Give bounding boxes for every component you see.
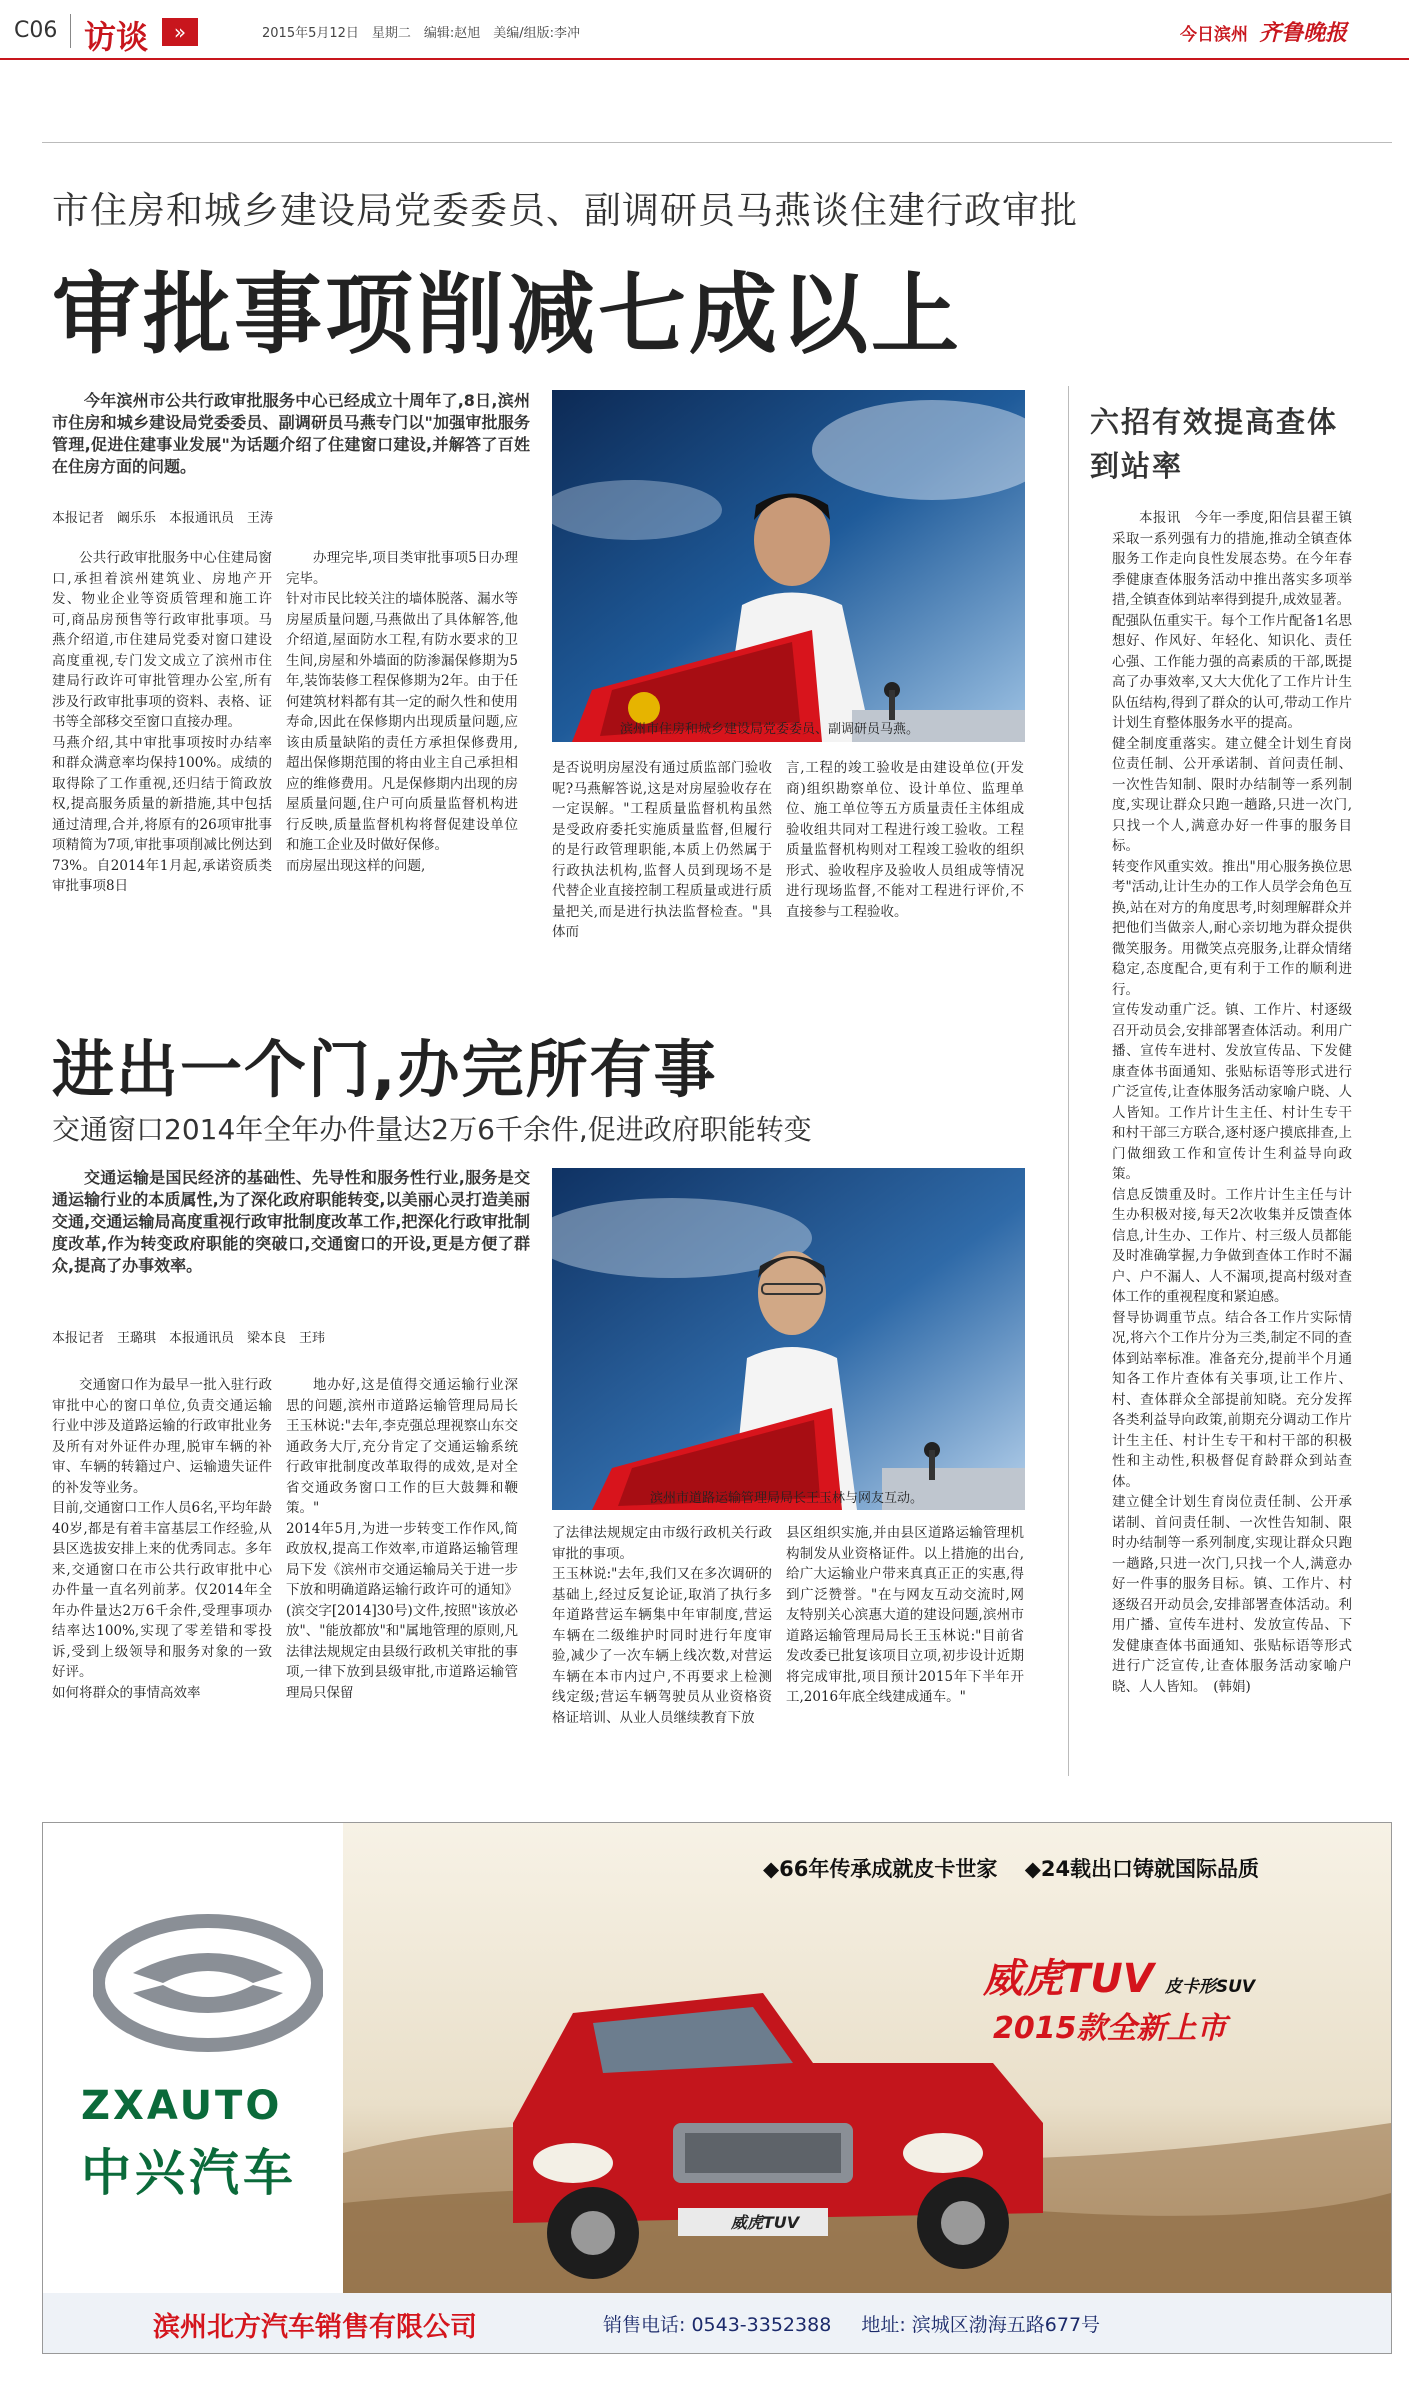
article1-photo — [552, 390, 1025, 742]
sidebar-body — [1112, 508, 1352, 1770]
lead-text: 今年滨州市公共行政审批服务中心已经成立十周年了,8日,滨州市住房和城乡建设局党委委员、副调研员马燕专门以"加强审批服务管理,促进住建事业发展"为话题介绍了住建窗口建设,并解答了百姓在住房方面的问题。 — [52, 391, 530, 476]
article1-headline: 审批事项削减七成以上 — [52, 263, 963, 366]
header-divider — [70, 14, 71, 48]
ad-slogan-2: ◆24载出口铸就国际品质 — [1024, 1857, 1260, 1881]
ad-footer — [43, 2293, 1391, 2353]
ad-contact — [603, 2310, 1100, 2337]
sidebar-title: 六招有效提高查体到站率 — [1090, 405, 1339, 483]
ad-phone: 0543-3352388 — [691, 2314, 832, 2336]
article-text: 了法律法规规定由市级行政机关行政审批的事项。 王玉林说:"去年,我们又在多次调研的基础上,经过反复论证,取消了执行多年道路营运车辆集中年审制度,营运车辆在二级维护时同时进行年度审验,减少了一次车辆上线次数,对营运车辆在本市内过户,不再要求上检测线定级;营运车辆驾驶员从业资格资格证培训、从业人员继续教育下放 — [552, 1525, 772, 1726]
interview-photo-illustration — [552, 390, 1025, 742]
article1-col3 — [552, 758, 772, 968]
article2-photo-caption: 滨州市道路运输管理局局长王玉林与网友互动。 — [650, 1491, 924, 1506]
article1-kicker: 市住房和城乡建设局党委委员、副调研员马燕谈住建行政审批 — [52, 189, 1078, 232]
ad-license-plate: 威虎TUV — [730, 2213, 800, 2232]
ad-slogan-1: ◆66年传承成就皮卡世家 — [763, 1857, 998, 1881]
article1-col4 — [786, 758, 1024, 968]
article-text: 公共行政审批服务中心住建局窗口,承担着滨州建筑业、房地产开发、物业企业等资质管理和施工许可,商品房预售等行政审批事项。马燕介绍道,市住建局党委对窗口建设高度重视,专门发文成立了滨州市住建局行政许可审批管理办公室,所有涉及行政审批事项的资料、表格、证书等全部移交至窗口直接办理。 马燕介绍,其中审批事项按时办结率和群众满意率均保持100%。成绩的取得除了工作重视,还归结于简政放权,提高服务质量的新措施,其中包括通过清理,合并,将原有的26项审批事项精简为7项,审批事项削减比例达到73%。自2014年1月起,承诺资质类审批事项8日 — [52, 550, 272, 894]
ad-slogans — [763, 1853, 1259, 1883]
article1-photo-caption: 滨州市住房和城乡建设局党委委员、副调研员马燕。 — [620, 722, 920, 737]
brand-name: 齐鲁晚报 — [1259, 20, 1348, 46]
article2-subhead: 交通窗口2014年全年办件量达2万6千余件,促进政府职能转变 — [52, 1113, 812, 1146]
top-rule — [42, 142, 1392, 143]
article2-col3 — [552, 1523, 772, 1773]
section-title: 访谈 — [84, 18, 149, 56]
article-text: 办理完毕,项目类审批事项5日办理完毕。 针对市民比较关注的墙体脱落、漏水等房屋质量问题,马燕做出了具体解答,他介绍道,屋面防水工程,有防水要求的卫生间,房屋和外墙面的防渗漏保修期为5年,装饰装修工程保修期为2年。由于任何建筑材料都有其一定的耐久性和使用寿命,因此在保修期内出现质量问题,应该由质量缺陷的责任方承担保修费用,超出保修期范围的将由业主自己承担相应的维修费用。凡是保修期内出现的房屋质量问题,住户可向质量监督机构进行反映,质量监督机构将督促建设单位和施工企业及时做好保修。 而房屋出现这样的问题, — [286, 550, 518, 874]
ad-phone-label: 销售电话: — [603, 2314, 686, 2336]
article2-byline: 本报记者 王璐琪 本报通讯员 梁本良 王玮 — [52, 1331, 326, 1346]
zxauto-logo-icon — [93, 1913, 323, 2053]
issue-meta: 2015年5月12日 星期二 编辑:赵旭 美编/组版:李冲 — [262, 26, 581, 41]
article1-lead — [52, 390, 530, 478]
article-text: 地办好,这是值得交通运输行业深思的问题,滨州市道路运输管理局局长王玉林说:"去年,李克强总理视察山东交通政务大厅,充分肯定了交通运输系统行政审批制度改革取得的成效,是对全省交通政务窗口工作的巨大鼓舞和鞭策。" 2014年5月,为进一步转变工作作风,简政放权,提高工作效率,市道路运输管理局下发《滨州市交通运输局关于进一步下放和明确道路运输行政许可的通知》(滨交字[2014]30号)文件,按照"该放必放"、"能放都放"和"属地管理的原则,凡法律法规规定由县级行政机关审批的事项,一律下放到县级审批,市道路运输管理局只保留 — [286, 1377, 518, 1701]
advertisement — [42, 1822, 1392, 2354]
article-text: 言,工程的竣工验收是由建设单位(开发商)组织勘察单位、设计单位、监理单位、施工单位等五方质量责任主体组成验收组共同对工程进行竣工验收。工程质量监督机构则对工程竣工验收的组织形式、验收程序及验收人员组成等情况进行现场监督,不能对工程进行评价,不直接参与工程验收。 — [786, 760, 1024, 920]
sidebar-divider — [1068, 386, 1069, 1776]
ad-logo-en: ZXAUTO — [81, 2083, 283, 2129]
article2-lead — [52, 1167, 530, 1277]
ad-model-tagline: 2015款全新上市 — [993, 2011, 1227, 2046]
ad-address-label: 地址: — [861, 2314, 906, 2336]
brand-prefix: 今日滨州 — [1180, 25, 1248, 45]
article-text: 县区组织实施,并由县区道路运输管理机构制发从业资格证件。以上措施的出台,给广大运输业户带来真真正正的实惠,得到广泛赞誉。"在与网友互动交流时,网友特别关心滨惠大道的建设问题,滨州市道路运输管理局局长王玉林说:"目前省发改委已批复该项目立项,初步设计近期将完成审批,项目预计2015年下半年开工,2016年底全线建成通车。" — [786, 1525, 1024, 1705]
article-text: 是否说明房屋没有通过质监部门验收呢?马燕解答说,这是对房屋验收存在一定误解。"工程质量监督机构虽然是受政府委托实施质量监督,但履行的是行政管理职能,本质上仍然属于行政执法机构,监督人员到现场不是代替企业直接控制工程质量或进行质量把关,而是进行执法监督检查。"具体而 — [552, 760, 772, 940]
interview-photo-illustration — [552, 1168, 1025, 1510]
ad-model-name: 威虎TUV — [983, 1956, 1154, 2002]
lead-text: 交通运输是国民经济的基础性、先导性和服务性行业,服务是交通运输行业的本质属性,为了深化政府职能转变,以美丽心灵打造美丽交通,交通运输局高度重视行政审批制度改革工作,把深化行政审批制度改革,作为转变政府职能的突破口,交通窗口的开设,更是方便了群众,提高了办事效率。 — [52, 1168, 530, 1275]
article1-col2 — [286, 548, 518, 968]
article2-col4 — [786, 1523, 1024, 1773]
article-text: 交通窗口作为最早一批入驻行政审批中心的窗口单位,负责交通运输行业中涉及道路运输的行政审批业务及所有对外证件办理,脱审车辆的补审、车辆的转籍过户、运输遗失证件的补发等业务。 目前,交通窗口工作人员6名,平均年龄40岁,都是有着丰富基层工作经验,从县区选拔安排上来的优秀同志。多年来,交通窗口在市公共行政审批中心办件量一直名列前茅。仅2014年全年办件量达2万6千余件,受理事项办结率达100%,实现了零差错和零投诉,受到上级领导和服务对象的一致好评。 如何将群众的事情高效率 — [52, 1377, 272, 1701]
section-arrow-icon: » — [162, 18, 198, 46]
page-header — [0, 0, 1409, 60]
masthead-brand — [1180, 16, 1347, 47]
ad-dealer-name: 滨州北方汽车销售有限公司 — [153, 2312, 477, 2343]
article1-col1 — [52, 548, 272, 968]
article2-col1 — [52, 1375, 272, 1770]
ad-scenery — [343, 1823, 1391, 2293]
article1-byline: 本报记者 阚乐乐 本报通讯员 王涛 — [52, 511, 274, 526]
ad-scene-illustration — [343, 1823, 1391, 2293]
ad-address: 滨城区渤海五路677号 — [911, 2314, 1101, 2336]
zxauto-emblem — [93, 1913, 323, 2053]
sidebar-text: 本报讯 今年一季度,阳信县翟王镇采取一系列强有力的措施,推动全镇查体服务工作走向良性发展态势。在今年春季健康查体服务活动中推出落实多项举措,全镇查体到站率得到提升,成效显著。 配强队伍重实干。每个工作片配备1名思想好、作风好、年轻化、知识化、责任心强、工作能力强的高素质的干部,既提高了办事效率,又大大优化了工作片计生队伍结构,得到了群众的认可,带动工作片计划生育整体服务水平的提高。 健全制度重落实。建立健全计划生育岗位责任制、公开承诺制、首问责任制、一次性告知制、限时办结制等一系列制度,实现让群众只跑一趟路,只进一次门,只找一个人,满意办好一件事的服务目标。 转变作风重实效。推出"用心服务换位思考"活动,让计生办的工作人员学会角色互换,站在对方的角度思考,时刻理解群众并把他们当做亲人,耐心亲切地为群众提供微笑服务。用微笑点亮服务,让群众情绪稳定,态度配合,更有利于工作的顺利进行。 宣传发动重广泛。镇、工作片、村逐级召开动员会,安排部署查体活动。利用广播、宣传车进村、发放宣传品、下发健康查体书面通知、张贴标语等形式进行广泛宣传,让查体服务活动家喻户晓、人人皆知。工作片计生主任、村计生专干和村干部三方联合,逐村逐户摸底排查,上门做细致工作和宣传计生利益导向政策。 信息反馈重及时。工作片计生主任与计生办积极对接,每天2次收集并反馈查体信息,计生办、工作片、村三级人员都能及时准确掌握,力争做到查体工作时不漏户、户不漏人、人不漏项,提高村级对查体工作的重视程度和紧迫感。 督导协调重节点。结合各工作片实际情况,将六个工作片分为三类,制定不同的查体到站率标准。准备充分,提前半个月通知各工作片查体有关事项,让工作片、村、查体群众全部提前知晓。充分发挥各类利益导向政策,前期充分调动工作片计生主任、村计生专干和村干部的积极性和主动性,积极督促育龄群众到站查体。 建立健全计划生育岗位责任制、公开承诺制、首问责任制、一次性告知制、限时办结制等一系列制度,实现让群众只跑一趟路,只进一次门,只找一个人,满意办好一件事的服务目标。镇、工作片、村逐级召开动员会,安排部署查体活动。利用广播、宣传车进村、发放宣传品、下发健康查体书面通知、张贴标语等形式进行广泛宣传,让查体服务活动家喻户晓、人人皆知。 (韩娟) — [1112, 510, 1352, 1695]
article2-col2 — [286, 1375, 518, 1770]
ad-model — [983, 1947, 1255, 2004]
header-rule — [0, 58, 1409, 60]
ad-logo-cn: 中兴汽车 — [81, 2144, 297, 2202]
ad-model-suffix: 皮卡形SUV — [1164, 1977, 1256, 1997]
article2-photo — [552, 1168, 1025, 1510]
article2-headline: 进出一个门,办完所有事 — [52, 1033, 718, 1106]
page-number: C06 — [14, 18, 58, 43]
